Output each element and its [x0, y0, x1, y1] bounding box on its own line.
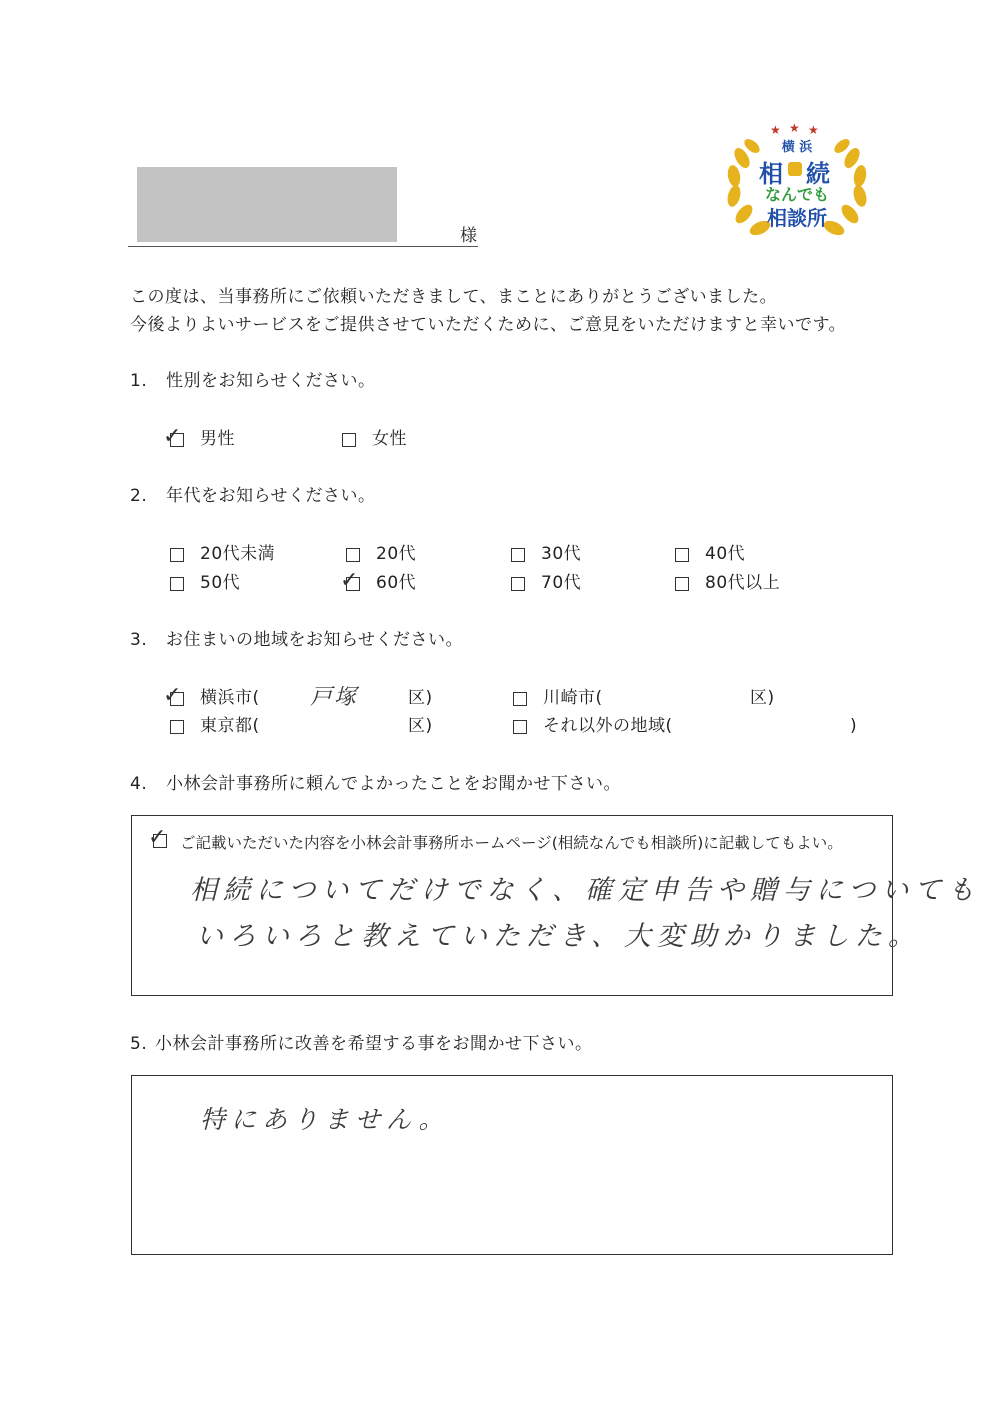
logo-sou: 相 — [759, 160, 783, 188]
q4-handwritten-line-2: いろいろと教えていただき、大変助かりました。 — [196, 921, 921, 952]
svg-text:★: ★ — [789, 121, 800, 135]
intro-line-2: 今後よりよいサービスをご提供させていただくために、ご意見をいただけますと幸いです。 — [130, 315, 847, 335]
name-underline — [128, 246, 478, 247]
q1-text: 性別をお知らせください。 — [166, 371, 376, 391]
svg-text:★: ★ — [808, 123, 819, 137]
label-yokohama: 横浜市( — [200, 688, 260, 708]
label-tokyo: 東京都( — [200, 716, 260, 736]
label-age-under20: 20代未満 — [200, 544, 276, 564]
check-mark-icon: ✓ — [163, 424, 182, 449]
q3-number: 3. — [130, 630, 148, 650]
label-age-80plus: 80代以上 — [705, 573, 781, 593]
label-yokohama-ward: 区) — [408, 688, 433, 708]
label-female: 女性 — [372, 429, 407, 449]
checkbox-age-80plus[interactable] — [675, 577, 689, 591]
intro-line-1: この度は、当事務所にご依頼いただきまして、まことにありがとうございました。 — [130, 287, 778, 307]
redacted-name-box — [137, 167, 397, 242]
label-kawasaki: 川崎市( — [543, 688, 603, 708]
checkbox-other-region[interactable] — [513, 720, 527, 734]
logo-nandemo: なんでも — [764, 185, 829, 204]
checkbox-female[interactable] — [342, 433, 356, 447]
checkbox-age-20[interactable] — [346, 548, 360, 562]
logo-soudansho: 相談所 — [767, 206, 827, 230]
q3-text: お住まいの地域をお知らせください。 — [166, 630, 463, 650]
honorific-sama: 様 — [460, 226, 478, 246]
q1-number: 1. — [130, 371, 148, 391]
q4-text: 小林会計事務所に頼んでよかったことをお聞かせ下さい。 — [166, 774, 621, 794]
label-male: 男性 — [200, 429, 235, 449]
checkbox-age-50[interactable] — [170, 577, 184, 591]
label-age-30: 30代 — [541, 544, 582, 564]
label-age-50: 50代 — [200, 573, 241, 593]
q4-number: 4. — [130, 774, 148, 794]
q5-handwritten-answer: 特にありません。 — [200, 1105, 450, 1134]
q4-handwritten-line-1: 相続についてだけでなく、確定申告や贈与についても — [190, 875, 981, 906]
check-mark-icon: ✓ — [340, 568, 359, 593]
checkbox-age-70[interactable] — [511, 577, 525, 591]
label-age-20: 20代 — [376, 544, 417, 564]
label-age-70: 70代 — [541, 573, 582, 593]
label-other-region-close: ) — [850, 716, 858, 736]
logo-zoku: 続 — [806, 160, 830, 188]
q2-number: 2. — [130, 486, 148, 506]
label-age-40: 40代 — [705, 544, 746, 564]
checkbox-kawasaki[interactable] — [513, 692, 527, 706]
consent-label: ご記載いただいた内容を小林会計事務所ホームページ(相続なんでも相談所)に記載してもよい。 — [180, 834, 843, 852]
logo-center-mark — [788, 162, 802, 176]
company-logo — [722, 118, 872, 248]
q2-text: 年代をお知らせください。 — [166, 486, 376, 506]
svg-text:★: ★ — [770, 123, 781, 137]
check-mark-icon: ✓ — [148, 825, 167, 850]
q5-number: 5. — [130, 1034, 148, 1054]
label-other-region: それ以外の地域( — [543, 716, 673, 736]
label-kawasaki-ward: 区) — [750, 688, 775, 708]
q5-text: 小林会計事務所に改善を希望する事をお聞かせ下さい。 — [155, 1034, 593, 1054]
checkbox-tokyo[interactable] — [170, 720, 184, 734]
logo-yokohama: 横 浜 — [781, 140, 813, 155]
checkbox-age-under20[interactable] — [170, 548, 184, 562]
handwritten-ward-totsuka: 戸塚 — [310, 685, 359, 710]
checkbox-age-30[interactable] — [511, 548, 525, 562]
label-age-60: 60代 — [376, 573, 417, 593]
checkbox-age-40[interactable] — [675, 548, 689, 562]
check-mark-icon: ✓ — [163, 683, 182, 708]
label-tokyo-ward: 区) — [408, 716, 433, 736]
